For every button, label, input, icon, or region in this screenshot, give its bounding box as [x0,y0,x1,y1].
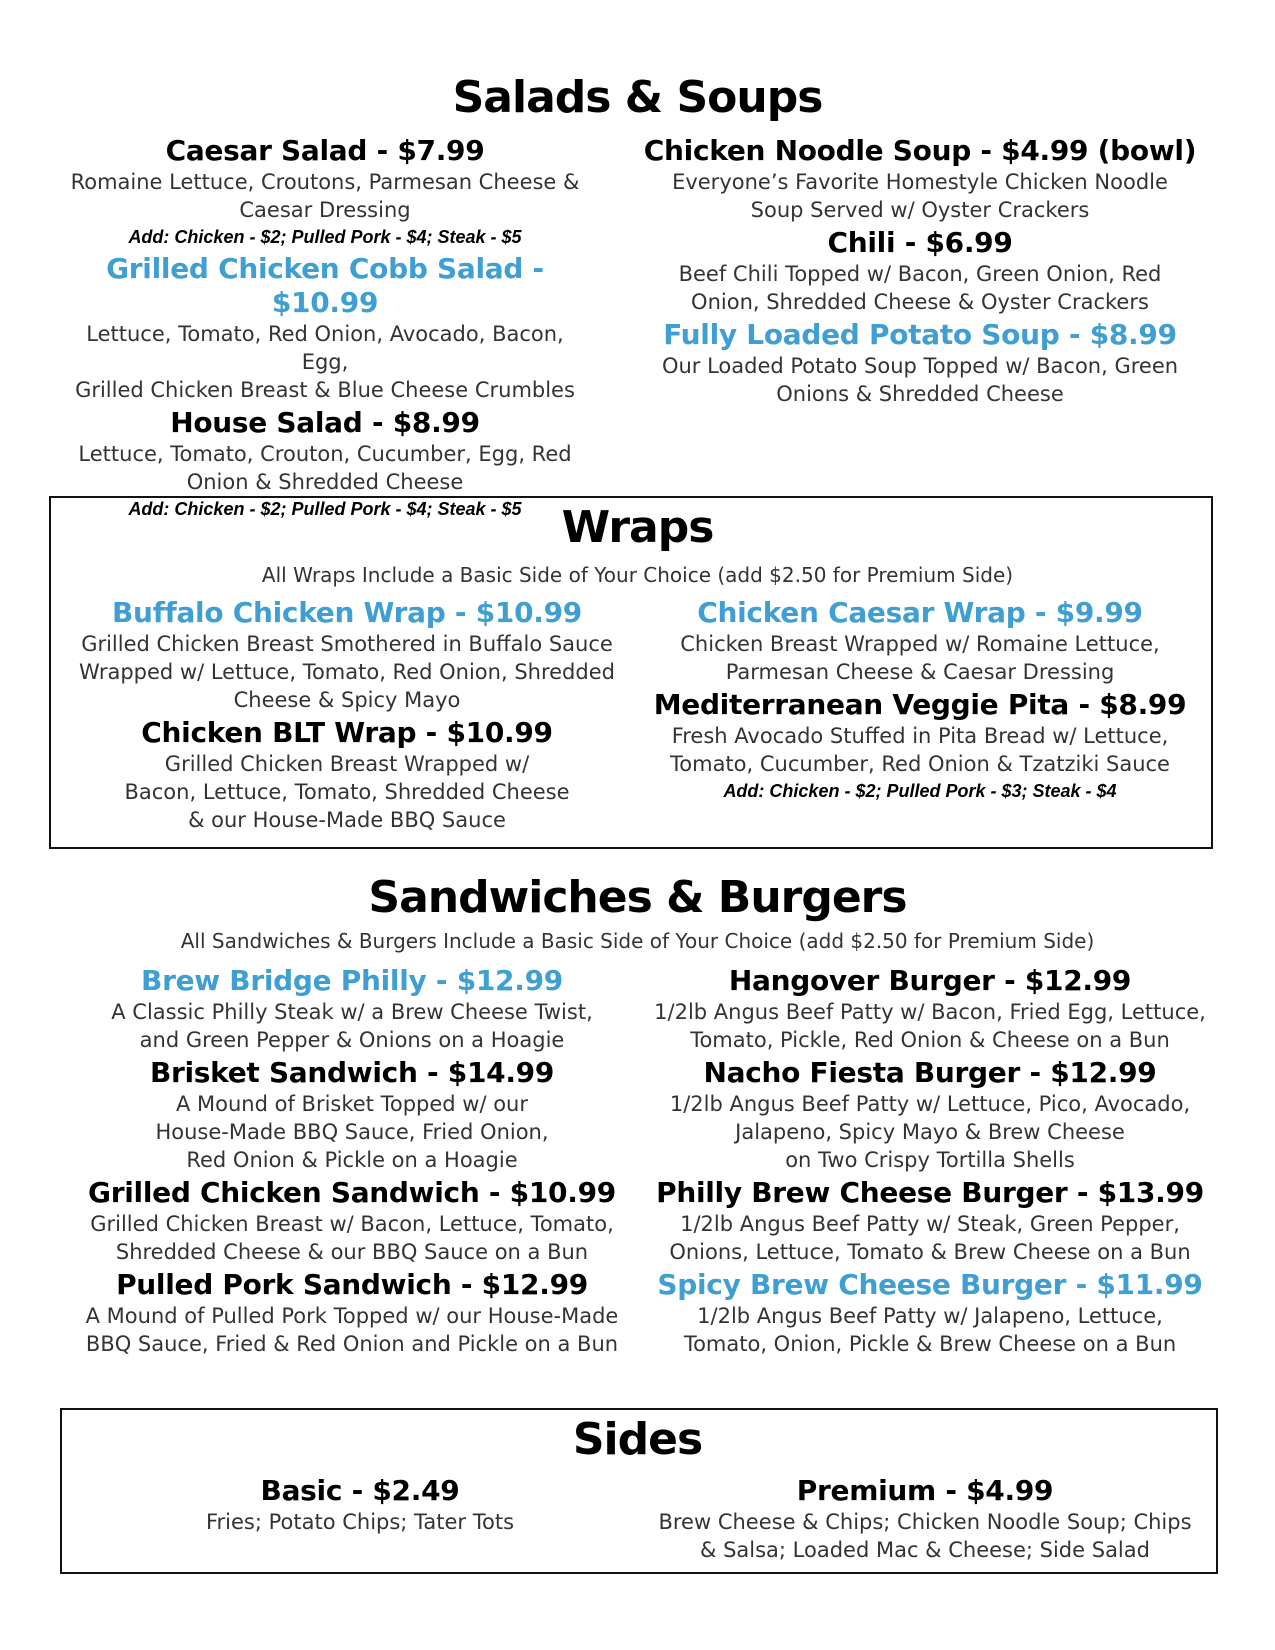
menu-item-description-line: Grilled Chicken Breast Wrapped w/ [164,752,530,776]
wraps-side-note: All Wraps Include a Basic Side of Your Choice (add $2.50 for Premium Side) [261,563,1014,587]
menu-item-description-line: Parmesan Cheese & Caesar Dressing [725,660,1115,684]
menu-item-description-line: Tomato, Onion, Pickle & Brew Cheese on a Bun [683,1332,1177,1356]
menu-item-description-line: Lettuce, Tomato, Red Onion, Avocado, Bacon, Egg, [86,322,564,374]
menu-item [62,1268,642,1358]
menu-item-addon: Add: Chicken - $2; Pulled Pork - $3; Steak - $4 [723,781,1117,801]
menu-item-description-line: Grilled Chicken Breast w/ Bacon, Lettuce, Tomato, [90,1212,614,1236]
menu-item [640,596,1200,686]
sandwiches-right-column [630,964,1230,1360]
menu-item-title: Mediterranean Veggie Pita - $8.99 [653,688,1187,721]
sides-right-column [640,1474,1210,1566]
menu-item-description-line: A Mound of Brisket Topped w/ our [175,1092,529,1116]
menu-item-title: Hangover Burger - $12.99 [728,964,1132,997]
menu-item-description-line: Fresh Avocado Stuffed in Pita Bread w/ Lettuce, [671,724,1169,748]
menu-item-title: Philly Brew Cheese Burger - $13.99 [656,1176,1204,1209]
wraps-left-column [62,596,632,836]
menu-item-description-line: Tomato, Pickle, Red Onion & Cheese on a Bun [690,1028,1170,1052]
menu-item-description-line: Fries; Potato Chips; Tater Tots [205,1510,515,1534]
menu-item-title: Brew Bridge Philly - $12.99 [141,964,563,997]
section-title-salads-soups: Salads & Soups [452,72,823,123]
menu-item-title: Chicken Noodle Soup - $4.99 (bowl) [643,134,1197,167]
salads-right-column [620,134,1220,410]
menu-item [620,134,1220,224]
menu-item-description-line: and Green Pepper & Onions on a Hoagie [139,1028,565,1052]
menu-item-description-line: Onions & Shredded Cheese [776,382,1064,406]
menu-item [630,964,1230,1054]
menu-item-title: Nacho Fiesta Burger - $12.99 [703,1056,1157,1089]
menu-item-addon: Add: Chicken - $2; Pulled Pork - $4; Steak - $5 [128,499,522,519]
menu-item [640,1474,1210,1564]
wraps-right-column [640,596,1200,806]
menu-item-title: Premium - $4.99 [796,1474,1054,1507]
menu-item-title: Chili - $6.99 [827,226,1013,259]
menu-item-description-line: Shredded Cheese & our BBQ Sauce on a Bun [115,1240,589,1264]
menu-item-title: Brisket Sandwich - $14.99 [149,1056,555,1089]
menu-item-description-line: 1/2lb Angus Beef Patty w/ Steak, Green Pepper, [680,1212,1180,1236]
menu-item-description-line: Soup Served w/ Oyster Crackers [750,198,1090,222]
menu-item-description-line: & our House-Made BBQ Sauce [188,808,506,832]
sandwiches-side-note: All Sandwiches & Burgers Include a Basic Side of Your Choice (add $2.50 for Premium Side) [180,929,1095,953]
menu-item-title: Chicken Caesar Wrap - $9.99 [697,596,1143,629]
menu-item-description-line: Onion & Shredded Cheese [186,470,464,494]
menu-item [62,1056,642,1174]
menu-item-description-line: A Mound of Pulled Pork Topped w/ our House-Made [85,1304,619,1328]
menu-item [60,134,590,250]
menu-item-description-line: Our Loaded Potato Soup Topped w/ Bacon, Green [661,354,1179,378]
menu-item-title: Chicken BLT Wrap - $10.99 [141,716,553,749]
menu-item-description-line: Romaine Lettuce, Croutons, Parmesan Cheese & [70,170,580,194]
menu-item-title: Buffalo Chicken Wrap - $10.99 [112,596,582,629]
menu-item-description-line: Caesar Dressing [239,198,411,222]
menu-item [60,252,590,404]
menu-item [630,1056,1230,1174]
menu-item-title: Grilled Chicken Cobb Salad - $10.99 [106,252,544,319]
menu-item-description-line: Red Onion & Pickle on a Hoagie [186,1148,518,1172]
sides-left-column [100,1474,620,1538]
section-title-sides: Sides [572,1414,703,1465]
menu-item [640,688,1200,804]
menu-item-description-line: Grilled Chicken Breast & Blue Cheese Crumbles [75,378,575,402]
menu-item-description-line: Onion, Shredded Cheese & Oyster Crackers [691,290,1149,314]
menu-item-description-line: 1/2lb Angus Beef Patty w/ Lettuce, Pico, Avocado, [669,1092,1191,1116]
menu-item-title: Fully Loaded Potato Soup - $8.99 [663,318,1177,351]
menu-item-description-line: on Two Crispy Tortilla Shells [785,1148,1075,1172]
menu-item-description-line: & Salsa; Loaded Mac & Cheese; Side Salad [700,1538,1150,1562]
menu-item-description-line: Tomato, Cucumber, Red Onion & Tzatziki Sauce [670,752,1170,776]
menu-item-title: Basic - $2.49 [260,1474,460,1507]
menu-item [620,226,1220,316]
menu-item-title: Grilled Chicken Sandwich - $10.99 [88,1176,616,1209]
menu-item-description-line: Everyone’s Favorite Homestyle Chicken Noodle [672,170,1168,194]
menu-item-description-line: BBQ Sauce, Fried & Red Onion and Pickle on a Bun [85,1332,619,1356]
menu-item-title: Spicy Brew Cheese Burger - $11.99 [657,1268,1203,1301]
menu-item-addon: Add: Chicken - $2; Pulled Pork - $4; Steak - $5 [128,227,522,247]
menu-item-description-line: Brew Cheese & Chips; Chicken Noodle Soup; Chips [658,1510,1192,1534]
menu-item [62,596,632,714]
menu-item-description-line: 1/2lb Angus Beef Patty w/ Bacon, Fried Egg, Lettuce, [654,1000,1206,1024]
menu-item-title: Pulled Pork Sandwich - $12.99 [116,1268,588,1301]
menu-item [62,1176,642,1266]
menu-item-description-line: Lettuce, Tomato, Crouton, Cucumber, Egg, Red [78,442,572,466]
salads-left-column [60,134,590,524]
sandwiches-left-column [62,964,642,1360]
menu-item-description-line: Beef Chili Topped w/ Bacon, Green Onion, Red [678,262,1162,286]
menu-item [100,1474,620,1536]
menu-item-description-line: Jalapeno, Spicy Mayo & Brew Cheese [735,1120,1125,1144]
menu-item-description-line: Wrapped w/ Lettuce, Tomato, Red Onion, Shredded [79,660,615,684]
section-title-sandwiches-burgers: Sandwiches & Burgers [368,872,907,923]
menu-item-description-line: A Classic Philly Steak w/ a Brew Cheese Twist, [111,1000,593,1024]
menu-item-description-line: House-Made BBQ Sauce, Fried Onion, [155,1120,549,1144]
menu-item-title: Caesar Salad - $7.99 [165,134,485,167]
menu-item [630,1268,1230,1358]
menu-item [62,964,642,1054]
menu-item-description-line: 1/2lb Angus Beef Patty w/ Jalapeno, Lettuce, [697,1304,1163,1328]
menu-item [62,716,632,834]
menu-item-description-line: Bacon, Lettuce, Tomato, Shredded Cheese [124,780,570,804]
menu-item [620,318,1220,408]
menu-item-description-line: Onions, Lettuce, Tomato & Brew Cheese on a Bun [669,1240,1191,1264]
menu-item-description-line: Cheese & Spicy Mayo [233,688,461,712]
menu-item-description-line: Grilled Chicken Breast Smothered in Buffalo Sauce [81,632,613,656]
menu-item-title: House Salad - $8.99 [170,406,480,439]
menu-item [630,1176,1230,1266]
menu-item-description-line: Chicken Breast Wrapped w/ Romaine Lettuce, [680,632,1160,656]
section-title-wraps: Wraps [561,502,714,553]
